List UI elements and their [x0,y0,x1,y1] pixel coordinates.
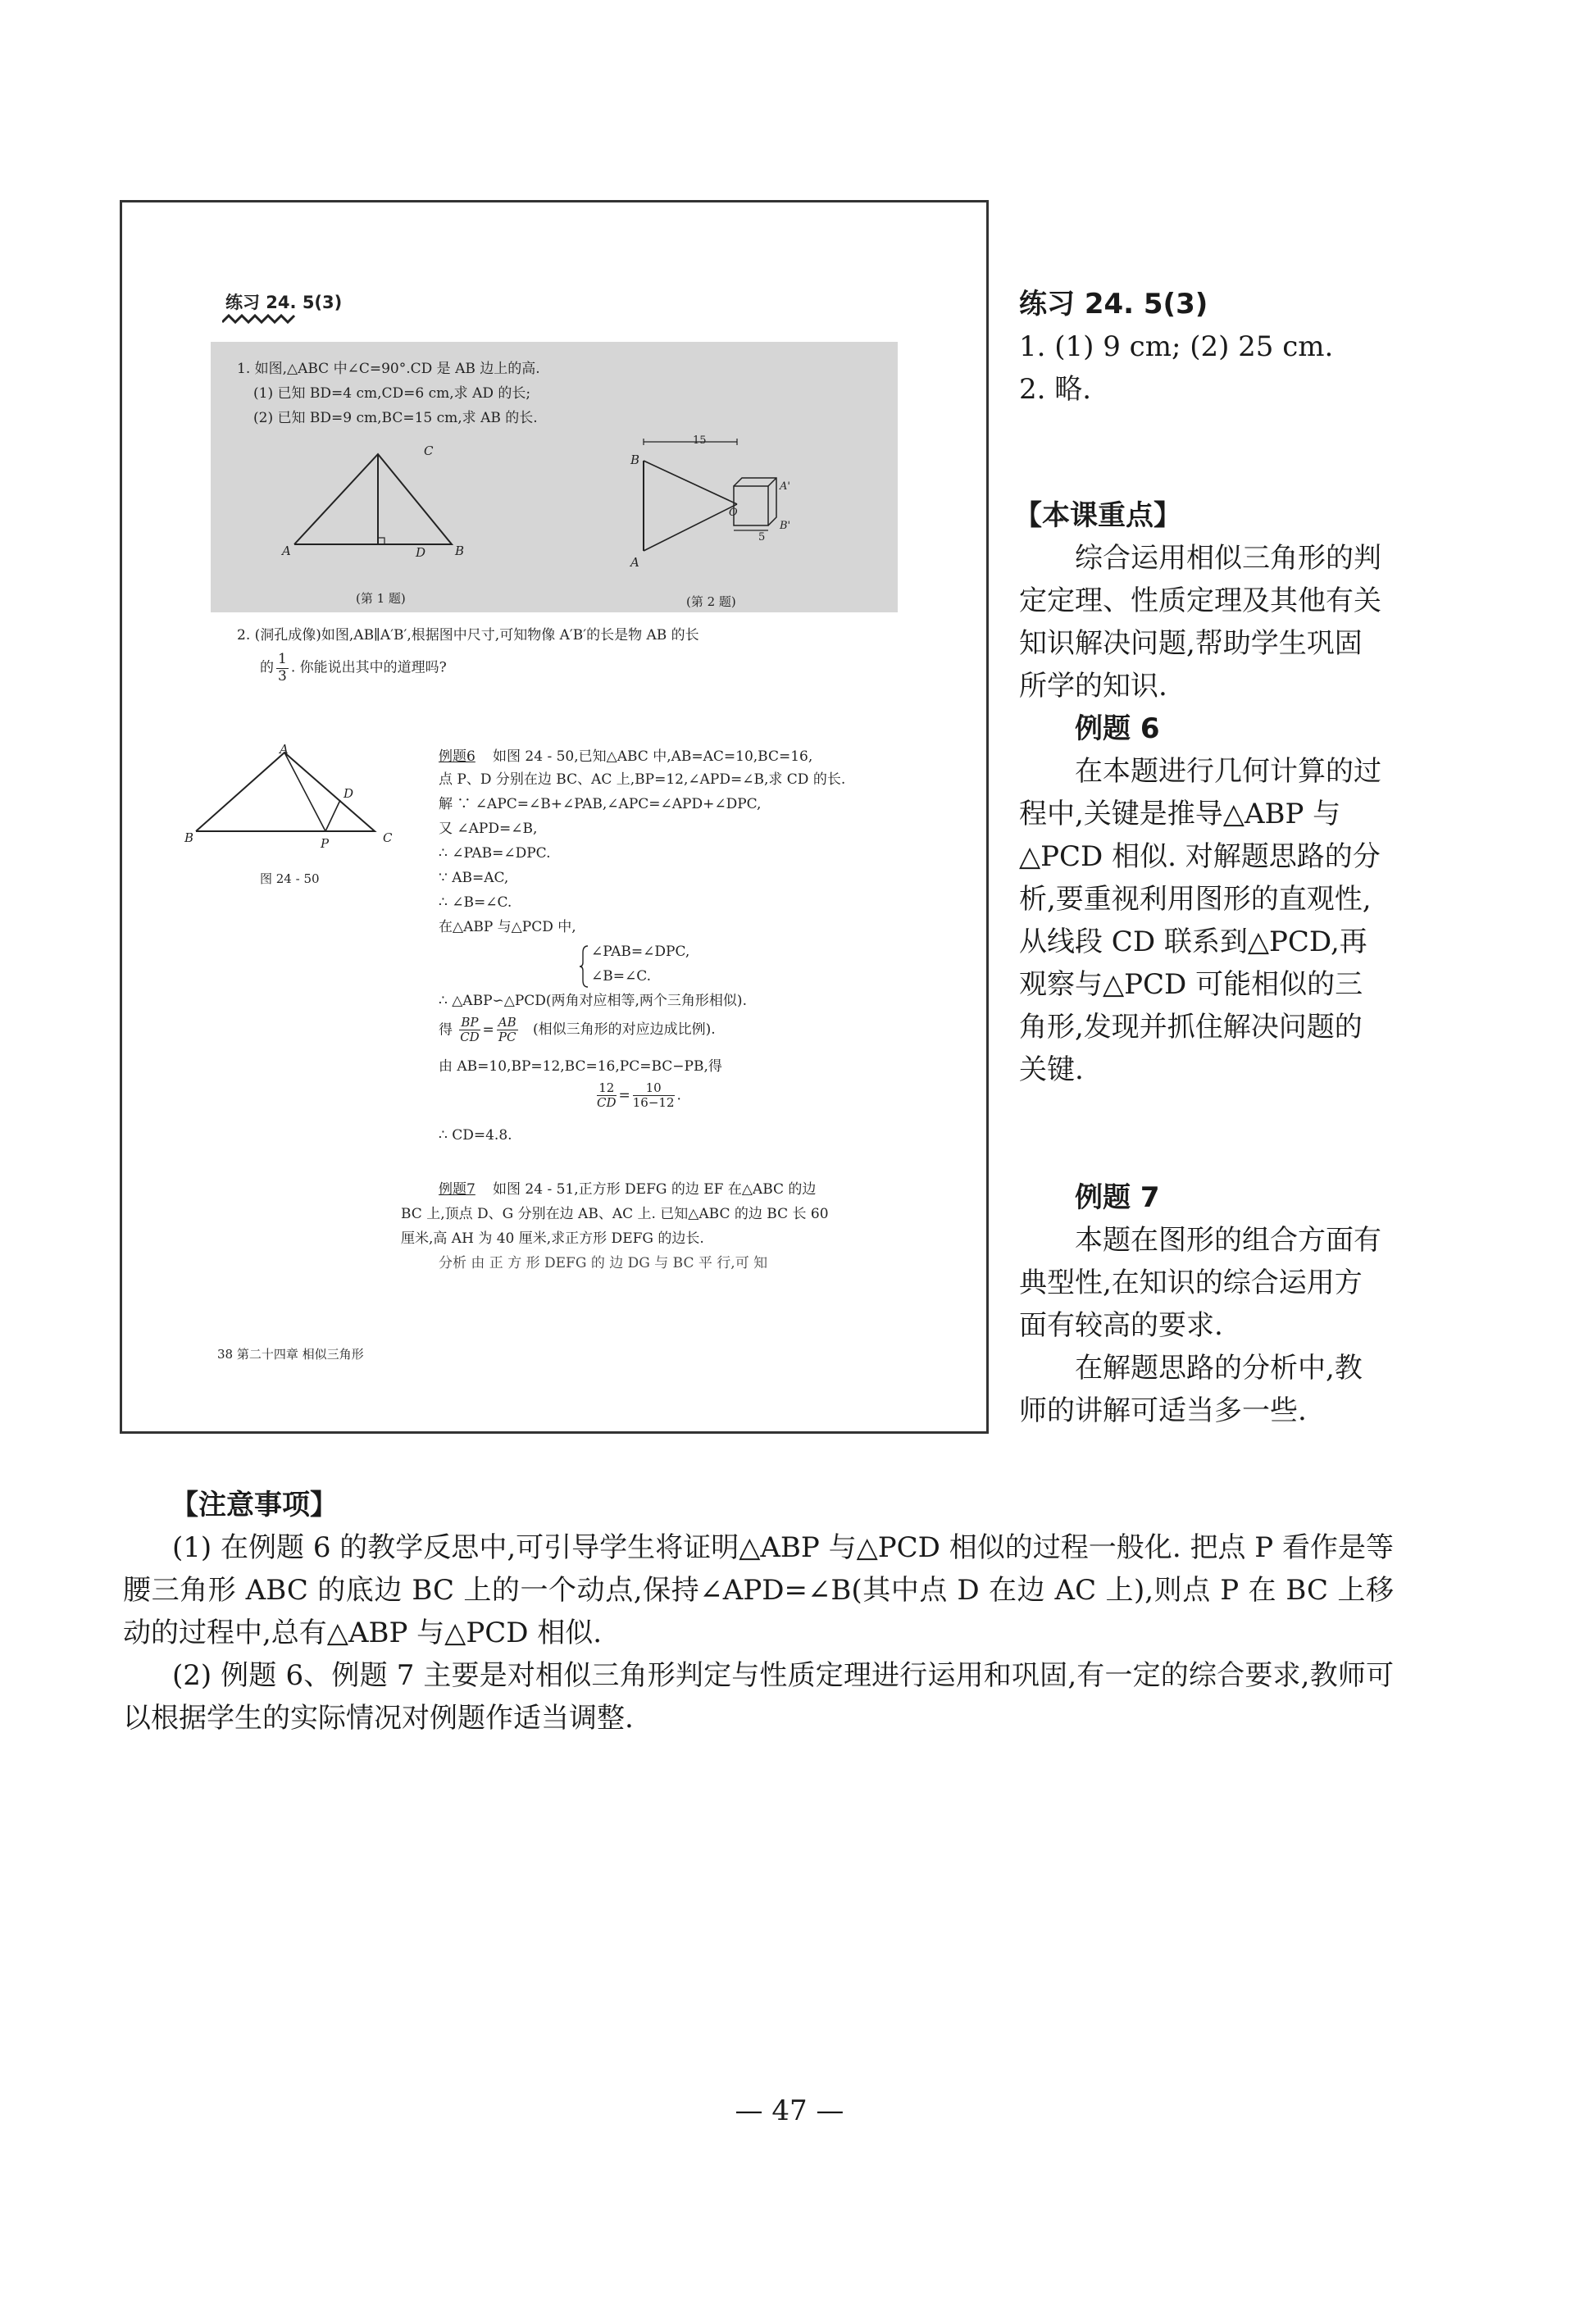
rc-ex7-line5: 师的讲解可适当多一些. [1019,1394,1307,1427]
frac-10-4-den: 16−12 [632,1095,675,1111]
fig2450-label-a: A [280,742,289,757]
rc-ex7-block [1019,1176,1396,1432]
ex6-step11: 由 AB=10,BP=12,BC=16,PC=BC−PB,得 [439,1058,722,1075]
ex6-step3: ∴ ∠PAB=∠DPC. [439,845,551,862]
fig2450-caption: 图 24 - 50 [260,871,320,886]
ex6-step11-eq: $\frac{12}{CD}$ = $\frac{10}{16-12}$ . [597,1080,681,1111]
notes-section [123,1484,1394,1740]
fig2-dim-15: 15 [693,434,707,447]
rc-ex7-line1: 本题在图形的组合方面有 [1075,1224,1381,1257]
q1-line1: 1. 如图,△ABC 中∠C=90°.CD 是 AB 边上的高. [237,361,540,377]
rc-ex6-line1: 在本题进行几何计算的过 [1075,755,1381,788]
fig1-label-a: A [282,543,291,558]
rc-ex6-line4: 析,要重视利用图形的直观性, [1019,883,1372,916]
rc-ex6-line8: 关键. [1019,1053,1084,1086]
rc-ex6-line7: 角形,发现并抓住解决问题的 [1019,1011,1363,1044]
frac-10-4-num: 10 [633,1081,675,1096]
rc-answer-2: 2. 略. [1019,373,1092,406]
ex7-line1: 如图 24 - 51,正方形 DEFG 的边 EF 在△ABC 的边 [493,1181,817,1198]
rc-ex6-line3: △PCD 相似. 对解题思路的分 [1019,840,1381,873]
frac-12-cd-den: CD [597,1095,617,1111]
rc-answer-1: 1. (1) 9 cm; (2) 25 cm. [1019,330,1334,363]
textbook-footer: 38 第二十四章 相似三角形 [217,1347,364,1362]
frac-ab-pc [497,1016,518,1045]
rc-exercise-title: 练习 24. 5(3) [1019,288,1208,321]
q2-fraction [276,652,289,684]
frac-bp-cd-den: CD [460,1030,480,1045]
rc-focus-block [1014,494,1396,1091]
ex6-tag: 例题6 [439,748,476,765]
fig2450-label-b: B [184,830,194,845]
fig2-label-a: A [630,555,639,570]
ex6-step9: ∴ △ABP∽△PCD(两角对应相等,两个三角形相似). [439,993,747,1009]
q2-frac-den: 3 [278,667,287,684]
fig1-label-d: D [416,545,426,560]
ex6-step5: ∴ ∠B=∠C. [439,894,512,911]
rc-ex6-title: 例题 6 [1075,712,1160,745]
rc-ex6-line2: 程中,关键是推导△ABP 与 [1019,798,1341,830]
frac-bp-cd [459,1016,480,1045]
frac-ab-pc-num: AB [498,1015,516,1030]
fig2450-label-d: D [344,786,354,801]
rc-ex7-line3: 面有较高的要求. [1019,1309,1223,1342]
ex6-step10: 得 $\frac{BP}{CD}$ = $\frac{AB}{PC}$ (相似三角形的对应边成比例). [439,1015,716,1045]
fig2-label-a-prime: A' [780,480,790,493]
ex6-step12: ∴ CD=4.8. [439,1127,512,1144]
ex6-step10-post: (相似三角形的对应边成比例). [533,1021,716,1039]
q1-line2: (1) 已知 BD=4 cm,CD=6 cm,求 AD 的长; [253,385,531,402]
ex6-line1: 如图 24 - 50,已知△ABC 中,AB=AC=10,BC=16, [493,748,813,765]
fig1-label-b: B [455,543,465,558]
frac-10-4 [633,1081,675,1111]
right-column [1019,283,1404,411]
fig2-label-b: B [630,453,640,467]
rc-ex7-title: 例题 7 [1075,1181,1160,1214]
q2-line2-pre: 的 [260,659,274,676]
fig1-label-c: C [424,443,434,458]
ex6-step2: 又 ∠APD=∠B, [439,821,538,837]
ex7-line4: 分析 由 正 方 形 DEFG 的 边 DG 与 BC 平 行,可 知 [439,1255,768,1271]
rc-focus-line4: 所学的知识. [1019,670,1167,703]
frac-12-cd-num: 12 [597,1081,617,1096]
fig2450-label-c: C [383,830,393,845]
ex6-step6: 在△ABP 与△PCD 中, [439,919,576,935]
q2-line2 [260,652,447,684]
ex7-line3: 厘米,高 AH 为 40 厘米,求正方形 DEFG 的边长. [401,1230,704,1247]
ex6-step1: 解 ∵ ∠APC=∠B+∠PAB,∠APC=∠APD+∠DPC, [439,796,762,812]
ex6-step8: ∠B=∠C. [591,968,652,985]
fig2450-label-p: P [321,836,330,851]
rc-focus-line1: 综合运用相似三角形的判 [1075,542,1381,575]
q2-frac-num: 1 [278,651,287,667]
frac-12-cd [597,1081,617,1111]
q1-line3: (2) 已知 BD=9 cm,BC=15 cm,求 AB 的长. [253,410,538,426]
notes-title: 【注意事项】 [171,1489,338,1521]
figure-1-triangle [278,436,466,558]
q2-line1: 2. (洞孔成像)如图,AB∥A′B′,根据图中尺寸,可知物像 A′B′的长是物 AB 的长 [237,627,699,644]
rc-ex7-line2: 典型性,在知识的综合运用方 [1019,1267,1363,1299]
wave-decoration [222,314,296,325]
fig2-label-o: O [729,507,738,519]
fig1-caption: (第 1 题) [356,591,406,606]
fig2-label-b-prime: B' [780,520,791,532]
frac-ab-pc-den: PC [498,1030,516,1045]
ex6-step10-pre: 得 [439,1021,453,1039]
brace-symbol [580,944,589,989]
fig2-caption: (第 2 题) [686,594,736,609]
ex7-tag: 例题7 [439,1181,476,1198]
notes-paragraph-1: (1) 在例题 6 的教学反思中,可引导学生将证明△ABP 与△PCD 相似的过程一般化. 把点 P 看作是等腰三角形 ABC 的底边 BC 上的一个动点,保持∠APD=∠B(其中点 D 在边 AC 上),则点 P 在 BC 上移动的过程中,总有△ABP 与△PCD 相似. [123,1531,1394,1649]
textbook-page-image [120,200,989,1434]
rc-focus-title: 【本课重点】 [1014,499,1181,532]
notes-paragraph-2: (2) 例题 6、例题 7 主要是对相似三角形判定与性质定理进行运用和巩固,有一定的综合要求,教师可以根据学生的实际情况对例题作适当调整. [123,1659,1394,1735]
rc-ex6-line6: 观察与△PCD 可能相似的三 [1019,968,1363,1001]
ex7-line2: BC 上,顶点 D、G 分别在边 AB、AC 上. 已知△ABC 的边 BC 长 60 [401,1206,829,1222]
exercise-title: 练习 24. 5(3) [225,293,343,312]
rc-ex7-line4: 在解题思路的分析中,教 [1075,1352,1363,1385]
fig2-dim-5: 5 [758,531,766,543]
figure-2-pinhole [630,432,844,571]
q2-line2-post: . 你能说出其中的道理吗? [290,659,447,676]
frac-bp-cd-num: BP [461,1015,479,1030]
rc-ex6-line5: 从线段 CD 联系到△PCD,再 [1019,926,1367,958]
ex6-step7: ∠PAB=∠DPC, [591,944,690,960]
ex6-line2: 点 P、D 分别在边 BC、AC 上,BP=12,∠APD=∠B,求 CD 的长. [439,771,846,788]
rc-focus-line2: 定定理、性质定理及其他有关 [1019,584,1381,617]
page-number: — 47 — [735,2094,844,2127]
rc-focus-line3: 知识解决问题,帮助学生巩固 [1019,627,1363,660]
ex6-step4: ∵ AB=AC, [439,870,509,886]
